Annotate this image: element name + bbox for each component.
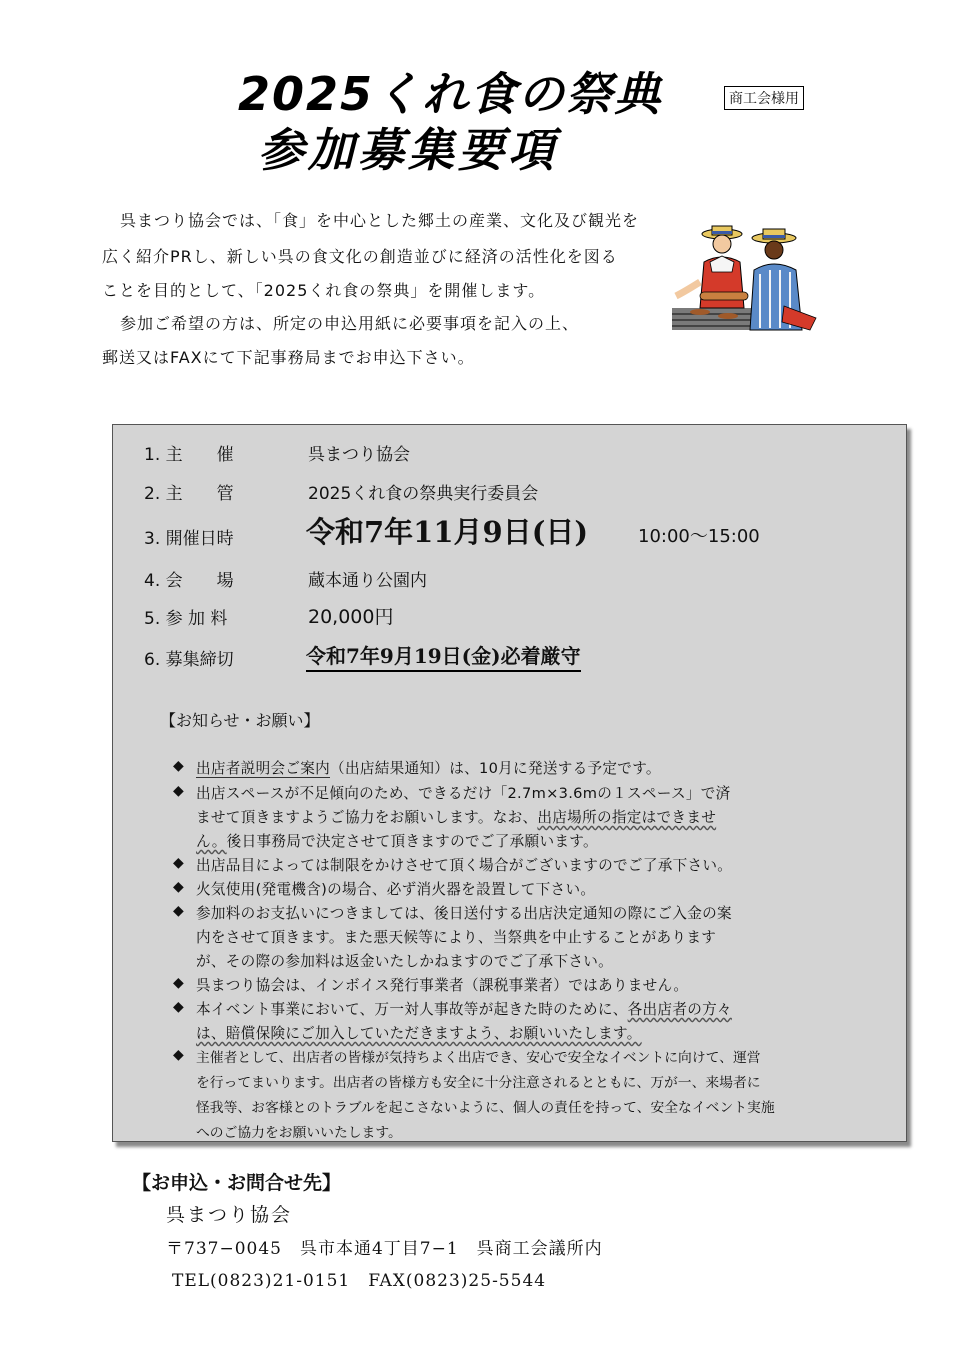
- notice-8-line-1: 主催者として、出店者の皆様が気持ちよく出店でき、安心で安全なイベントに向けて、運営: [196, 1050, 761, 1066]
- venue-label: 4. 会 場: [144, 571, 234, 591]
- vendor-illustration-icon: [670, 222, 818, 334]
- deadline-label: 6. 募集締切: [144, 650, 234, 670]
- notice-5-line-3: が、その際の参加料は返金いたしかねますのでご了承下さい。: [196, 953, 614, 970]
- bullet-icon: ◆: [173, 903, 184, 919]
- deadline-value: 令和7年9月19日(金)必着厳守: [306, 640, 581, 672]
- bullet-icon: ◆: [173, 975, 184, 991]
- notice-6: 呉まつり協会は、インボイス発行事業者（課税事業者）ではありません。: [196, 977, 689, 994]
- notice-2-emphasis-end: ん。: [196, 833, 227, 850]
- notice-1-rest: （出店結果通知）は、10月に発送する予定です。: [330, 760, 661, 777]
- notice-7-emphasis: 各出店者の方々: [627, 1001, 732, 1018]
- organizer-value: 呉まつり協会: [308, 445, 410, 465]
- bullet-icon: ◆: [173, 879, 184, 895]
- notice-7-emphasis-end: は、賠償保険にご加入していただきますよう、お願いいたします。: [196, 1025, 642, 1042]
- notice-5-line-1: 参加料のお支払いにつきましては、後日送付する出店決定通知の際にご入金の案: [196, 905, 732, 922]
- notice-8-line-2: を行ってまいります。出店者の皆様方も安全に十分注意されるとともに、万が一、来場者に: [196, 1075, 761, 1091]
- manager-value: 2025くれ食の祭典実行委員会: [308, 484, 539, 504]
- page-title: 2025くれ食の祭典: [238, 67, 663, 121]
- event-date: 令和7年11月9日(日): [306, 515, 589, 549]
- contact-organization: 呉まつり協会: [166, 1204, 293, 1226]
- notice-7-plain: 本イベント事業において、万一対人事故等が起きた時のために、: [196, 1001, 628, 1018]
- intro-line-4: 参加ご希望の方は、所定の申込用紙に必要事項を記入の上、: [120, 314, 580, 333]
- notice-8-line-4: へのご協力をお願いいたします。: [196, 1125, 402, 1141]
- contact-heading: 【お申込・お問合せ先】: [132, 1172, 342, 1194]
- fee-value: 20,000円: [308, 606, 394, 628]
- notice-heading: 【お知らせ・お願い】: [160, 711, 320, 730]
- notice-2-tail: 後日事務局で決定させて頂きますのでご了承願います。: [226, 833, 598, 850]
- event-time: 10:00〜15:00: [638, 526, 760, 547]
- notice-2-plain: ませて頂きますようご協力をお願いします。なお、: [196, 809, 538, 826]
- contact-phone-fax: TEL(0823)21-0151 FAX(0823)25-5544: [172, 1271, 547, 1291]
- bullet-icon: ◆: [173, 758, 184, 774]
- fee-label: 5. 参 加 料: [144, 609, 228, 629]
- contact-address: 〒737−0045 呉市本通4丁目7−1 呉商工会議所内: [166, 1239, 603, 1259]
- notice-8-line-3: 怪我等、お客様とのトラブルを起こさないように、個人の責任を持って、安全なイベント実施: [196, 1100, 775, 1116]
- organizer-label: 1. 主 催: [144, 445, 234, 465]
- page-subtitle: 参加募集要項: [258, 123, 558, 177]
- notice-2-line-3: [196, 830, 598, 851]
- notice-1-underlined: 出店者説明会ご案内: [196, 760, 331, 777]
- notice-7-line-1: [196, 998, 732, 1019]
- notice-5-line-2: 内をさせて頂きます。また悪天候等により、当祭典を中止することがあります: [196, 929, 717, 946]
- notice-4: 火気使用(発電機含)の場合、必ず消火器を設置して下さい。: [196, 881, 596, 898]
- audience-badge: 商工会様用: [724, 86, 804, 110]
- notice-1: [196, 757, 661, 778]
- notice-7-line-2: [196, 1022, 642, 1043]
- manager-label: 2. 主 管: [144, 484, 234, 504]
- intro-line-1: 呉まつり協会では、「食」を中心とした郷土の産業、文化及び観光を: [120, 211, 640, 230]
- notice-2-line-2: [196, 806, 716, 827]
- notice-3: 出店品目によっては制限をかけさせて頂く場合がございますのでご了承下さい。: [196, 857, 733, 874]
- bullet-icon: ◆: [173, 999, 184, 1015]
- date-label: 3. 開催日時: [144, 529, 234, 549]
- bullet-icon: ◆: [173, 855, 184, 871]
- notice-2-emphasis: 出店場所の指定はできませ: [537, 809, 717, 826]
- intro-line-3: ことを目的として、「2025くれ食の祭典」を開催します。: [102, 281, 546, 300]
- bullet-icon: ◆: [173, 783, 184, 799]
- venue-value: 蔵本通り公園内: [308, 571, 427, 591]
- notice-2-line-1: 出店スペースが不足傾向のため、できるだけ「2.7m×3.6mの１スペース」で済: [196, 785, 731, 802]
- intro-line-5: 郵送又はFAXにて下記事務局までお申込下さい。: [102, 348, 475, 367]
- intro-line-2: 広く紹介PRし、新しい呉の食文化の創造並びに経済の活性化を図る: [102, 247, 618, 266]
- bullet-icon: ◆: [173, 1047, 184, 1063]
